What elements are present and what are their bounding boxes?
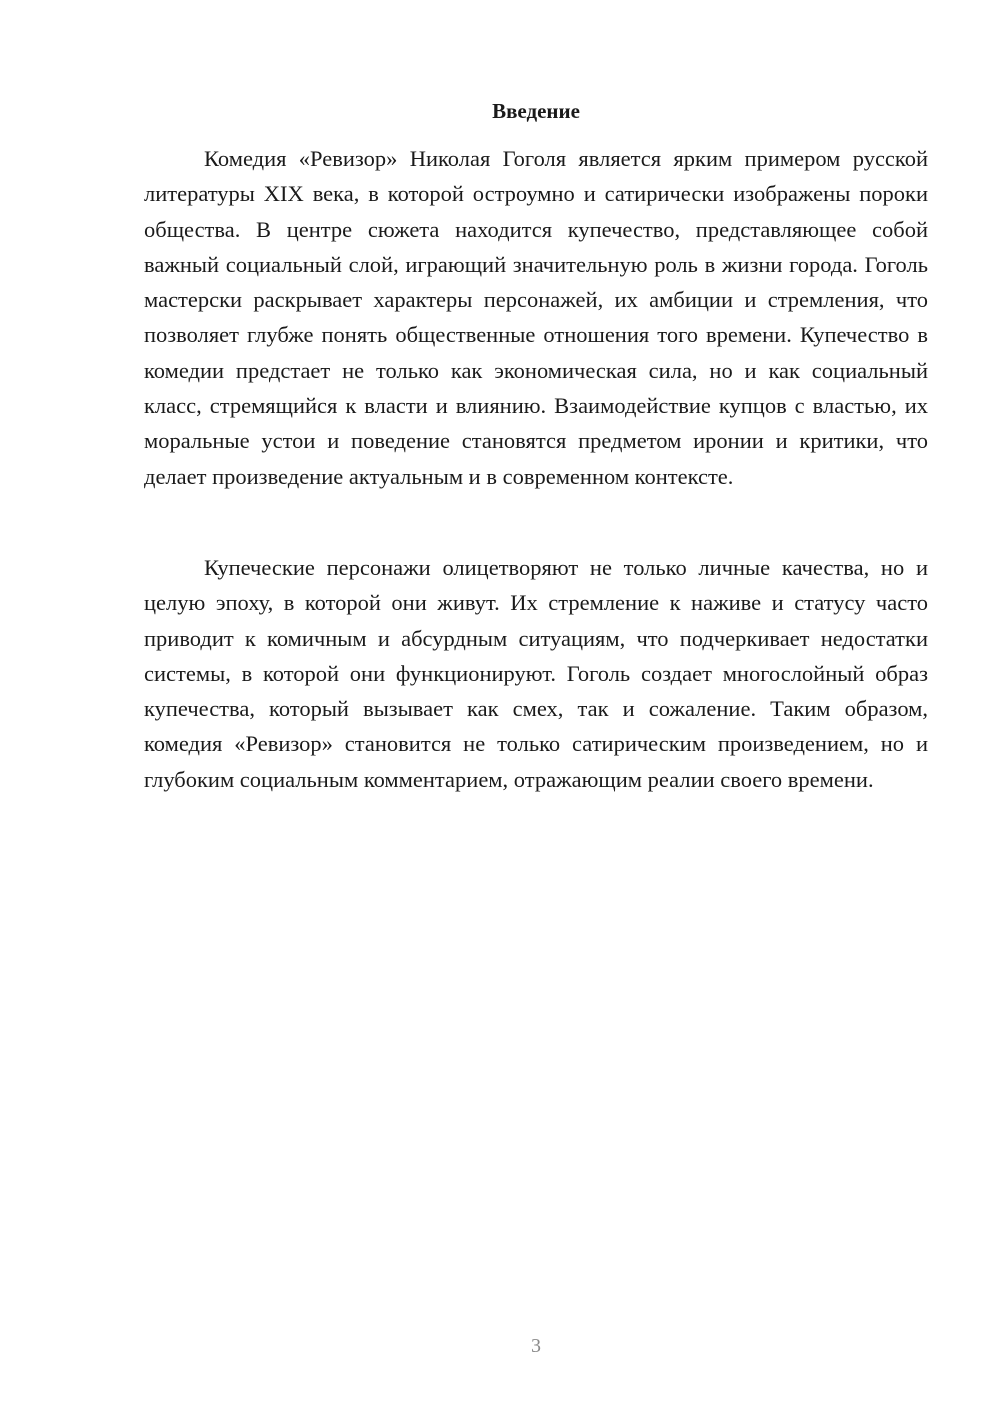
paragraph-1: Комедия «Ревизор» Николая Гоголя является ярким примером русской литературы XIX века, в которой остроумно и сатирически изображены пороки общества. В центре сюжета находится купечество, представляющее собой важный социальный слой, играющий значительную роль в жизни города. Гоголь мастерски раскрывает характеры персонажей, их амбиции и стремления, что позволяет глубже понять общественные отношения того времени. Купечество в комедии предстает не только как экономическая сила, но и как социальный класс, стремящийся к власти и влиянию. Взаимодействие купцов с властью, их моральные устои и поведение становятся предметом иронии и критики, что делает произведение актуальным и в современном контексте. — [144, 146, 928, 489]
page-number: 3 — [531, 1335, 541, 1357]
section-heading: Введение — [492, 99, 580, 123]
paragraph-2: Купеческие персонажи олицетворяют не только личные качества, но и целую эпоху, в которой они живут. Их стремление к наживе и статусу часто приводит к комичным и абсурдным ситуациям, что подчеркивает недостатки системы, в которой они функционируют. Гоголь создает многослойный образ купечества, который вызывает как смех, так и сожаление. Таким образом, комедия «Ревизор» становится не только сатирическим произведением, но и глубоким социальным комментарием, отражающим реалии своего времени. — [144, 555, 928, 792]
